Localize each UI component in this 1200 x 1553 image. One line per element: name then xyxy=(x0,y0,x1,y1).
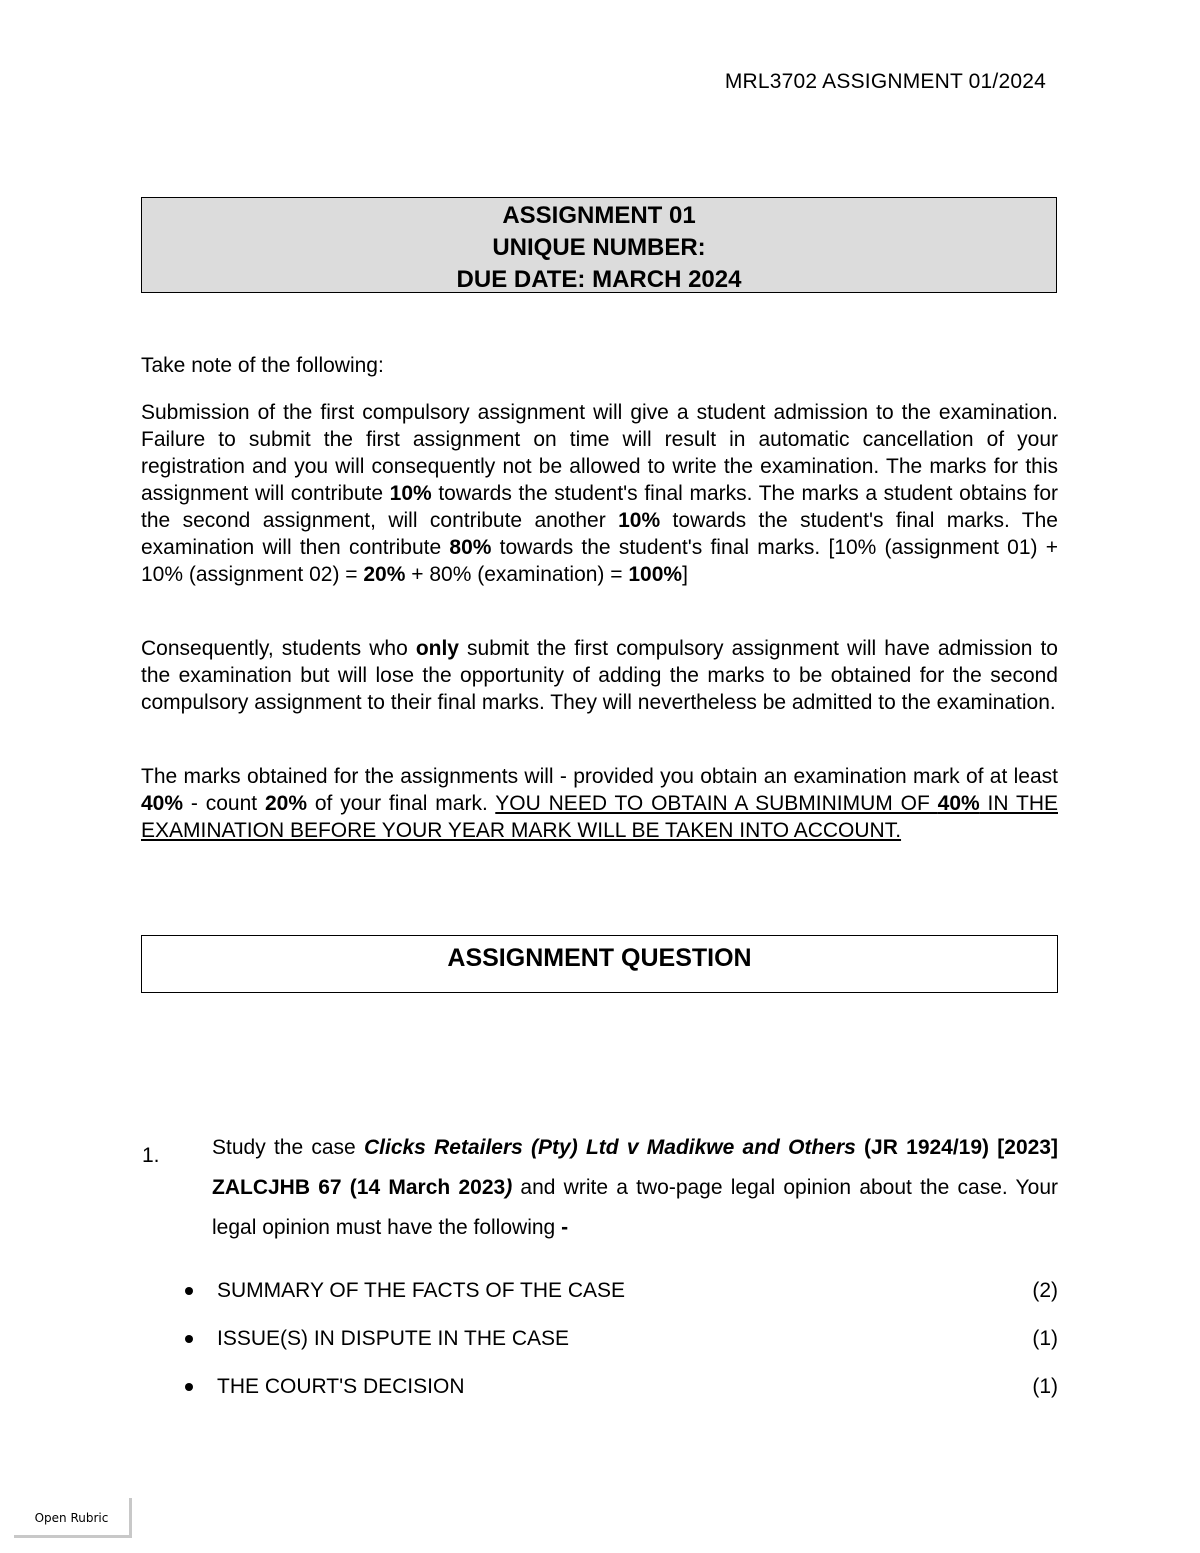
list-item: ISSUE(S) IN DISPUTE IN THE CASE (1) xyxy=(180,1320,1060,1368)
marks-value: (1) xyxy=(1032,1375,1058,1398)
assignment-title: ASSIGNMENT 01 xyxy=(502,202,696,229)
case-citation: (JR 1924/19) [2023] ZALCJHB 67 (14 March 2023 xyxy=(212,1136,1058,1199)
marks-value: (1) xyxy=(1032,1327,1058,1350)
question-number: 1. xyxy=(142,1144,160,1167)
marks-paragraph: The marks obtained for the assignments will - provided you obtain an examination mark of at least 40% - count 20% of your final mark. YOU NEED TO OBTAIN A SUBMINIMUM OF 40% IN THE EXAMINATION BEFORE YOUR YEAR MARK WILL BE TAKEN INTO ACCOUNT. xyxy=(141,765,1058,842)
note-heading: Take note of the following: xyxy=(141,354,384,377)
assignment-title-box xyxy=(141,197,1057,293)
submission-paragraph: Submission of the first compulsory assignment will give a student admission to the examination. Failure to submit the first assignment on time will result in automatic cancellation of your registration and you will consequently not be allowed to write the examination. The marks for this assignment will contribute 10% towards the student's final marks. The marks a student obtains for the second assignment, will contribute another 10% towards the student's final marks. The examination will then contribute 80% towards the student's final marks. [10% (assignment 01) + 10% (assignment 02) = 20% + 80% (examination) = 100%] xyxy=(141,401,1058,586)
consequence-paragraph: Consequently, students who only submit the first compulsory assignment will have admission to the examination but will lose the opportunity of adding the marks to be obtained for the second compulsory assignment to their final marks. They will nevertheless be admitted to the examination. xyxy=(141,637,1058,714)
list-item: THE COURT'S DECISION (1) xyxy=(180,1368,1060,1416)
assignment-question-box xyxy=(141,935,1058,993)
case-name: Clicks Retailers (Pty) Ltd v Madikwe and Others xyxy=(363,1136,856,1159)
list-item: SUMMARY OF THE FACTS OF THE CASE (2) xyxy=(180,1272,1060,1320)
opinion-requirements-list xyxy=(180,1272,1060,1416)
bullet-icon xyxy=(185,1335,193,1343)
assignment-reference: MRL3702 ASSIGNMENT 01/2024 xyxy=(724,70,1046,93)
open-rubric-button[interactable]: Open Rubric xyxy=(14,1498,132,1538)
due-date: DUE DATE: MARCH 2024 xyxy=(456,266,742,293)
bullet-icon xyxy=(185,1287,193,1295)
unique-number-label: UNIQUE NUMBER: xyxy=(492,234,706,261)
question-text: Study the case Clicks Retailers (Pty) Ltd v Madikwe and Others (JR 1924/19) [2023] ZALCJHB 67 (14 March 2023) and write a two-page legal opinion about the case. Your legal opinion must have the following - xyxy=(212,1136,1058,1239)
assignment-question-heading: ASSIGNMENT QUESTION xyxy=(447,944,752,972)
bullet-icon xyxy=(185,1383,193,1391)
subminimum-warning: YOU NEED TO OBTAIN A SUBMINIMUM OF 40% IN THE EXAMINATION BEFORE YOUR YEAR MARK WILL BE TAKEN INTO ACCOUNT. xyxy=(141,792,1058,842)
marks-value: (2) xyxy=(1032,1279,1058,1302)
